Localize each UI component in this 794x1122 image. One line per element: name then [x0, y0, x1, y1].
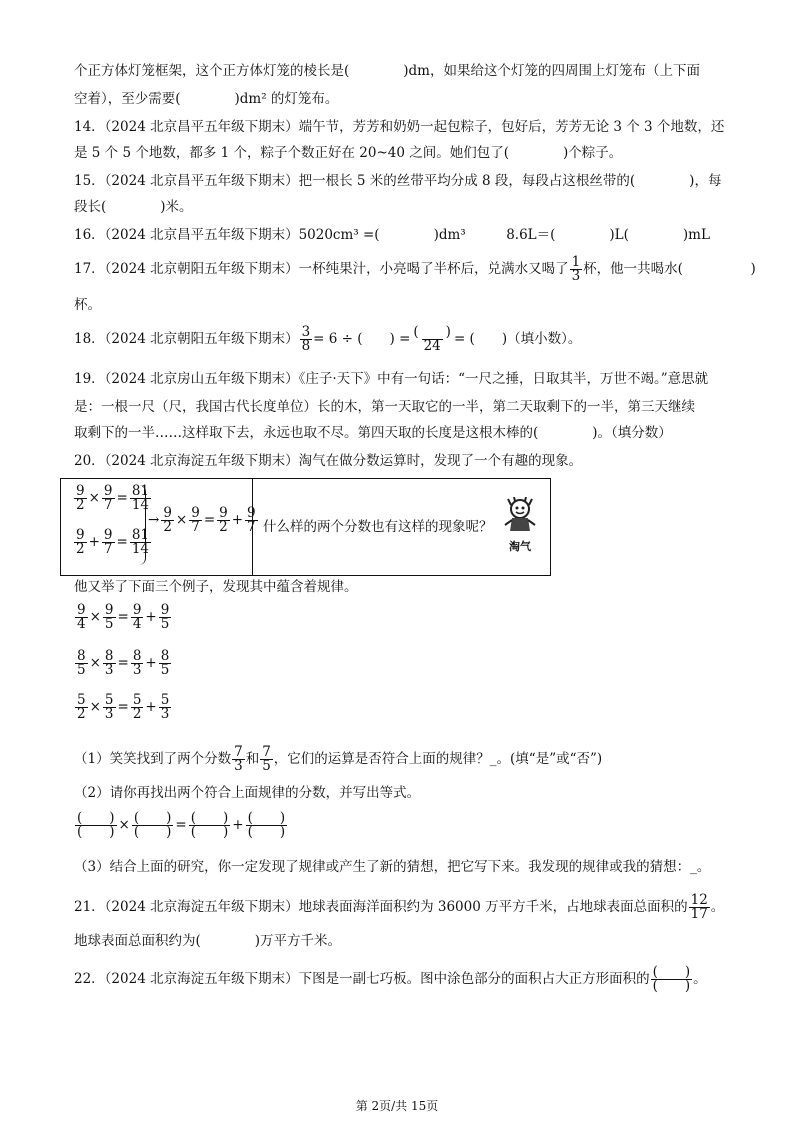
- numerator: 9: [163, 505, 172, 521]
- denominator: 2: [219, 519, 228, 535]
- denominator: 3: [160, 706, 170, 722]
- denominator: ( ): [652, 978, 691, 994]
- operator: =: [117, 699, 129, 715]
- fraction: [246, 812, 288, 839]
- operator: =: [116, 490, 128, 506]
- numerator: 9: [247, 505, 256, 521]
- denominator: ( ): [133, 824, 172, 840]
- operator: +: [88, 534, 100, 550]
- denominator: 2: [76, 541, 85, 557]
- fraction: [651, 966, 693, 993]
- question-18: [74, 326, 581, 353]
- denominator: 5: [262, 758, 271, 774]
- q18-text-post: = ( )（填小数）。: [453, 331, 582, 347]
- denominator: 24: [423, 338, 441, 354]
- denominator: 14: [131, 497, 149, 513]
- numerator: 7: [234, 744, 243, 760]
- question-19-cont: 取剩下的一半……这样取下去，永远也取不尽。第四天取的长度是这根木棒的( )。（填分数）: [74, 425, 672, 441]
- operator: ×: [118, 817, 130, 833]
- denominator: 5: [160, 662, 170, 678]
- operator: +: [232, 817, 244, 833]
- brace: [139, 485, 146, 565]
- example-equation-3: [74, 694, 172, 721]
- fraction: [689, 894, 710, 921]
- fraction: [131, 694, 144, 721]
- question-21-cont: 地球表面总面积约为( )万平方千米。: [74, 933, 342, 949]
- numerator: 5: [132, 692, 142, 708]
- fraction: [103, 650, 116, 677]
- denominator: 2: [77, 706, 86, 722]
- numerator: 81: [131, 527, 149, 543]
- numerator: 8: [104, 648, 114, 664]
- numerator: ( ): [247, 810, 286, 826]
- q21-text-pre: 21．（2024 北京海淀五年级下期末）地球表面海洋面积约为 36000 万平方千米，占地球表面总面积的: [74, 899, 688, 915]
- fraction: [131, 650, 144, 677]
- question-22: [74, 966, 707, 993]
- cartoon-boy-icon: [502, 497, 538, 535]
- q18-text-mid: = 6 ÷ ( ) =: [313, 331, 411, 347]
- question-16: 16．（2024 北京昌平五年级下期末）5020cm³ =( )dm³ 8.6L＝( )L( )mL: [74, 227, 710, 243]
- denominator: 3: [104, 662, 114, 678]
- q22-text-pre: 22．（2024 北京海淀五年级下期末）下图是一副七巧板。图中涂色部分的面积占大正方形面积的: [74, 971, 650, 987]
- question-20: 20．（2024 北京海淀五年级下期末）淘气在做分数运算时，发现了一个有趣的现象。: [74, 453, 583, 469]
- numerator: 9: [219, 505, 228, 521]
- numerator: 5: [160, 692, 170, 708]
- continued-text-line: 个正方体灯笼框架，这个正方体灯笼的棱长是( )dm，如果给这个灯笼的四周围上灯笼布（上下面: [74, 63, 700, 79]
- fraction: [75, 650, 88, 677]
- numerator: ( ): [77, 810, 115, 826]
- operator: ×: [89, 699, 101, 715]
- operator: =: [175, 817, 187, 833]
- q17-text-pre: 17．（2024 北京朝阳五年级下期末）一杯纯果汁，小亮喝了半杯后，兑满水又喝了: [74, 261, 569, 277]
- denominator: 7: [103, 497, 113, 513]
- denominator: 8: [301, 338, 311, 354]
- fraction: [159, 694, 172, 721]
- numerator: ( ): [133, 810, 172, 826]
- question-19-cont: 是：一根一尺（尺，我国古代长度单位）长的木，第一天取它的一半，第二天取剩下的一半，第三天继续: [74, 399, 695, 415]
- denominator: 5: [160, 616, 170, 632]
- operator: +: [231, 512, 244, 528]
- denominator: 7: [247, 519, 256, 535]
- fraction: [132, 812, 174, 839]
- numerator: 9: [76, 483, 85, 499]
- fraction: [74, 485, 87, 512]
- denominator: 2: [132, 706, 142, 722]
- numerator: 8: [77, 648, 86, 664]
- question-cell: [253, 479, 550, 575]
- denominator: 3: [132, 662, 142, 678]
- denominator: 2: [76, 497, 85, 513]
- fraction: [74, 529, 87, 556]
- page-footer: 第 2页/共 15页: [355, 1099, 439, 1113]
- denominator: ( ): [247, 824, 286, 840]
- denominator: 3: [571, 268, 581, 284]
- fraction: [103, 694, 116, 721]
- q22-text-post: 。: [693, 971, 707, 987]
- question-15-cont: 段长( )米。: [74, 199, 193, 215]
- denominator: 4: [132, 616, 142, 632]
- numerator: 9: [76, 527, 85, 543]
- example-equation-1: [74, 604, 172, 631]
- question-19: 19．（2024 北京房山五年级下期末）《庄子·天下》中有一句话：“一尺之捶，日取其半，万世不竭。”意思就: [74, 371, 709, 387]
- denominator: 4: [77, 616, 86, 632]
- numerator: 7: [262, 744, 271, 760]
- denominator: ( ): [77, 824, 115, 840]
- fraction: [217, 507, 230, 534]
- operator: =: [117, 609, 129, 625]
- numerator: 1: [571, 254, 581, 270]
- p1-and: 和: [245, 751, 260, 767]
- numerator: 9: [132, 602, 142, 618]
- fraction: [260, 746, 273, 773]
- numerator: 9: [160, 602, 170, 618]
- fraction: [131, 604, 144, 631]
- operator: ×: [175, 512, 188, 528]
- fraction: [189, 507, 202, 534]
- operator: +: [145, 609, 157, 625]
- blank-equation: [74, 812, 288, 839]
- operator: ×: [89, 609, 101, 625]
- fraction: [411, 326, 453, 353]
- denominator: 2: [163, 519, 172, 535]
- fraction: [300, 326, 313, 353]
- denominator: 7: [103, 541, 113, 557]
- fraction: [189, 812, 231, 839]
- q18-text-pre: 18．（2024 北京朝阳五年级下期末）: [74, 331, 299, 347]
- question-14-cont: 是 5 个 5 个地数，都多 1 个，粽子个数正好在 20~40 之间。她们包了( )个粽子。: [74, 145, 623, 161]
- taoqi-label: 淘气: [509, 540, 531, 553]
- numerator: 3: [301, 324, 311, 340]
- question-17-cont: 杯。: [74, 297, 101, 313]
- question-15: 15．（2024 北京昌平五年级下期末）把一根长 5 米的丝带平均分成 8 段，每段占这根丝带的( )，每: [74, 173, 722, 189]
- numerator: 9: [77, 602, 86, 618]
- operator: =: [116, 534, 128, 550]
- question-17: [74, 256, 756, 283]
- denominator: 17: [690, 906, 708, 922]
- numerator: 8: [132, 648, 142, 664]
- denominator: 5: [104, 616, 114, 632]
- numerator: 9: [103, 527, 113, 543]
- taoqi-illustration: [502, 497, 538, 553]
- fraction: [232, 746, 245, 773]
- fraction: [159, 650, 172, 677]
- example-equations-cell: [61, 479, 256, 575]
- denominator: 3: [234, 758, 243, 774]
- q17-text-post: 杯，他一共喝水( ): [583, 261, 756, 277]
- operator: →: [148, 512, 160, 528]
- operator: +: [145, 699, 157, 715]
- operator: =: [117, 655, 129, 671]
- numerator: ( ): [652, 964, 691, 980]
- fraction: [75, 604, 88, 631]
- numerator: 9: [191, 505, 200, 521]
- fraction: [75, 812, 117, 839]
- denominator: ( ): [190, 824, 229, 840]
- part-1: [74, 746, 602, 773]
- fraction: [103, 604, 116, 631]
- numerator: 5: [77, 692, 86, 708]
- numerator: 8: [160, 648, 170, 664]
- continued-text-line: 空着），至少需要( )dm² 的灯笼布。: [74, 91, 339, 107]
- fraction: [102, 529, 115, 556]
- denominator: 7: [191, 519, 200, 535]
- fraction: [75, 694, 88, 721]
- p1-text-pre: （1）笑笑找到了两个分数: [74, 751, 232, 767]
- question-21: [74, 894, 724, 921]
- fraction: [570, 256, 583, 283]
- box-arrow-equation: [147, 507, 259, 534]
- after-table-text: 他又举了下面三个例子，发现其中蕴含着规律。: [74, 579, 358, 595]
- denominator: 14: [131, 541, 149, 557]
- fraction: [161, 507, 174, 534]
- denominator: 5: [77, 662, 86, 678]
- numerator: 12: [690, 892, 708, 908]
- operator: =: [203, 512, 216, 528]
- q21-text-post: 。: [710, 899, 725, 915]
- question-14: 14．（2024 北京昌平五年级下期末）端午节，芳芳和奶奶一起包粽子，包好后，芳芳无论 3 个 3 个地数，还: [74, 119, 725, 135]
- operator: ×: [88, 490, 100, 506]
- numerator: 9: [104, 602, 114, 618]
- denominator: 3: [104, 706, 114, 722]
- numerator: ( ): [413, 324, 451, 340]
- example-table: [60, 478, 551, 576]
- p1-text-post: ，它们的运算是否符合上面的规律？_。(填“是”或“否”): [273, 751, 603, 767]
- fraction: [102, 485, 115, 512]
- operator: ×: [89, 655, 101, 671]
- operator: +: [145, 655, 157, 671]
- numerator: 9: [103, 483, 113, 499]
- example-equation-2: [74, 650, 172, 677]
- numerator: ( ): [190, 810, 229, 826]
- numerator: 5: [104, 692, 114, 708]
- box-question: 什么样的两个分数也有这样的现象呢？: [263, 519, 493, 535]
- part-3: （3）结合上面的研究，你一定发现了规律或产生了新的猜想，把它写下来。我发现的规律或我的猜想：_。: [74, 859, 711, 875]
- numerator: 81: [131, 483, 149, 499]
- fraction: [159, 604, 172, 631]
- part-2: （2）请你再找出两个符合上面规律的分数，并写出等式。: [74, 785, 421, 801]
